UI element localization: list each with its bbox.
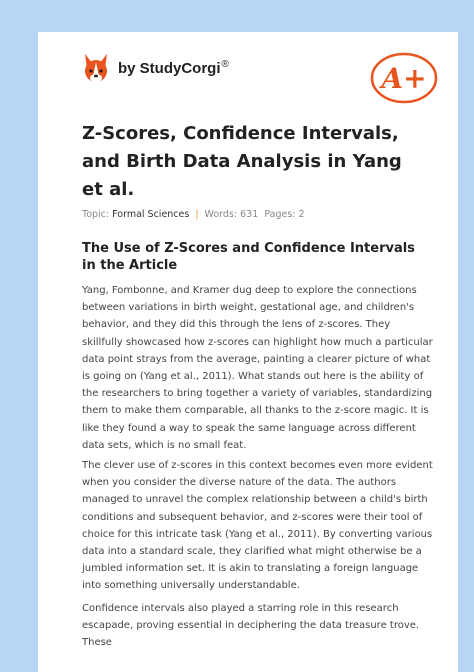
meta-separator: | xyxy=(195,209,199,220)
section-heading: The Use of Z-Scores and Confidence Intervals in the Article xyxy=(82,241,415,273)
grade-badge xyxy=(368,46,444,110)
paragraph-3: Confidence intervals also played a starring role in this research escapade, proving essential in deciphering the data treasure trove. These xyxy=(82,603,420,649)
grade-text: A+ xyxy=(381,62,427,95)
brand-logo[interactable] xyxy=(82,52,229,84)
corgi-icon xyxy=(82,52,110,84)
pages-label: Pages: xyxy=(264,209,296,220)
words-count: 631 xyxy=(240,209,259,220)
a-plus-grade-icon xyxy=(368,46,444,106)
topic-label: Topic: xyxy=(82,209,110,220)
document-page xyxy=(38,32,458,672)
document-meta xyxy=(82,209,305,220)
words-label: Words: xyxy=(204,209,238,220)
brand-name: by StudyCorgi® xyxy=(118,59,229,77)
page-title: Z-Scores, Confidence Intervals, and Birth Data Analysis in Yang et al. xyxy=(82,123,402,200)
paragraph-1: Yang, Fombonne, and Kramer dug deep to explore the connections between variations in birth weight, gestational age, and children's behavior, and they did this through the lens of z-scores. They skillfully showcased how z-scores can highlight how much a particular data point strays from the average, painting a clearer picture of what is going on (Yang et al., 2011). What stands out here is the ability of the researchers to bring together a variety of variables, standardizing them to make them comparable, all thanks to the z-score magic. It is like they found a way to speak the same language across different data sets, which is no small feat. xyxy=(82,285,433,451)
pages-count: 2 xyxy=(298,209,305,220)
paragraph-2: The clever use of z-scores in this context becomes even more evident when you consider the diverse nature of the data. The authors managed to unravel the complex relationship between a child's birth conditions and subsequent behavior, and z-scores were their tool of choice for this intricate task (Yang et al., 2011). By converting various data into a standard scale, they clarified what might otherwise be a jumbled information set. It is akin to translating a foreign language into something universally understandable. xyxy=(82,460,433,592)
topic-link[interactable]: Formal Sciences xyxy=(112,209,190,220)
